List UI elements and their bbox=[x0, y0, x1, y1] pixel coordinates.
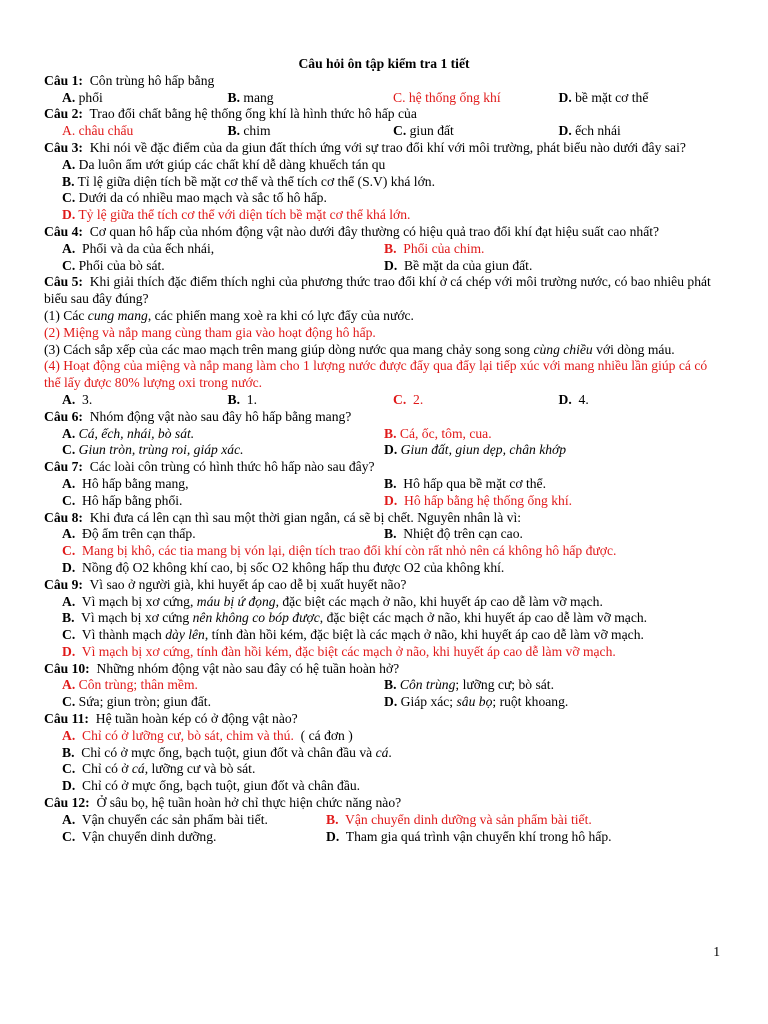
option-b: B. Nhiệt độ trên cạn cao. bbox=[384, 526, 523, 542]
option-a: A. Cá, ếch, nhái, bò sát. bbox=[62, 425, 195, 441]
option-a: A. Hô hấp bằng mang, bbox=[62, 475, 189, 491]
question-3: Câu 3: Khi nói về đặc điểm của da giun đất thích ứng với sự trao đổi khí với môi trường, phát biểu nào dưới đây sai? bbox=[44, 139, 686, 155]
option-b: B. chim bbox=[227, 123, 271, 139]
option-d: D. Giun đất, giun dẹp, chân khớp bbox=[384, 442, 567, 458]
answer-row bbox=[44, 241, 724, 258]
option-c: C. Hô hấp bằng phổi. bbox=[62, 492, 183, 508]
answer-row bbox=[44, 426, 724, 443]
statement-2: (2) Miệng và nắp mang cùng tham gia vào hoạt động hô hấp. bbox=[44, 324, 376, 340]
quiz-page bbox=[44, 56, 724, 845]
statement-4: (4) Hoạt động của miệng và nắp mang làm cho 1 lượng nước được đẩy qua đẩy lại tiếp xúc với mang nhiều lần giúp cá có thể lấy được 80% lượng oxi trong nước. bbox=[44, 358, 708, 391]
question-1 bbox=[44, 73, 724, 90]
option-a-correct: A. Chỉ có ở lưỡng cư, bò sát, chim và thú. ( cá đơn ) bbox=[62, 727, 353, 743]
option-b-correct: B. Vận chuyển dinh dưỡng và sản phẩm bài tiết. bbox=[326, 811, 592, 827]
answer-row bbox=[44, 493, 724, 510]
statement-3: (3) Cách sắp xếp của các mao mạch trên mang giúp dòng nước qua mang chảy song song cùng chiều với dòng máu. bbox=[44, 341, 675, 357]
option-d: D. Bề mặt da của giun đất. bbox=[384, 257, 533, 273]
option-c-correct: C. hệ thống ống khí bbox=[393, 89, 501, 105]
option-b: B. Tỉ lệ giữa diện tích bề mặt cơ thể và thể tích cơ thể (S.V) khá lớn. bbox=[62, 173, 435, 189]
option-b-correct: B. Phổi của chim. bbox=[384, 240, 485, 256]
answer-row bbox=[44, 442, 724, 459]
option-b: B. Vì mạch bị xơ cứng nên không co bóp được, đặc biệt các mạch ở não, khi huyết áp cao dễ làm vỡ mạch. bbox=[62, 610, 648, 626]
option-b: B. Hô hấp qua bề mặt cơ thể. bbox=[384, 475, 546, 491]
option-b: B. Chỉ có ở mực ống, bạch tuột, giun đốt và chân đầu và cá. bbox=[62, 744, 392, 760]
answer-row bbox=[44, 526, 724, 543]
option-c-correct: C. Mang bị khô, các tia mang bị vón lại, diện tích trao đổi khí còn rất nhỏ nên cá không hô hấp được. bbox=[62, 543, 617, 559]
question-5: Câu 5: Khi giải thích đặc điểm thích nghi của phương thức trao đổi khí ở cá chép với môi trường nước, có bao nhiêu phát biểu sau đây đúng? bbox=[44, 274, 711, 307]
option-c: C. Chỉ có ở cá, lưỡng cư và bò sát. bbox=[62, 761, 256, 777]
note: ( cá đơn ) bbox=[300, 727, 353, 743]
option-d: D. 4. bbox=[558, 391, 589, 407]
option-a: A. Độ ẩm trên cạn thấp. bbox=[62, 526, 196, 542]
option-a-correct: A. châu chấu bbox=[62, 123, 134, 139]
statement-1: (1) Các cung mang, các phiến mang xoè ra khi có lực đẩy của nước. bbox=[44, 307, 414, 323]
option-a: A. 3. bbox=[62, 391, 93, 407]
question-12: Câu 12: Ở sâu bọ, hệ tuần hoàn hở chỉ thực hiện chức năng nào? bbox=[44, 795, 402, 811]
option-d: D. Nồng độ O2 không khí cao, bị sốc O2 không hấp thu được O2 của không khí. bbox=[62, 559, 505, 575]
question-9: Câu 9: Vì sao ở người già, khi huyết áp cao dễ bị xuất huyết não? bbox=[44, 576, 407, 592]
question-8: Câu 8: Khi đưa cá lên cạn thì sau một thời gian ngắn, cá sẽ bị chết. Nguyên nhân là vì: bbox=[44, 509, 522, 525]
option-c: C. giun đất bbox=[393, 123, 454, 139]
answer-row bbox=[44, 90, 724, 107]
question-text: Côn trùng hô hấp bằng bbox=[89, 72, 215, 88]
answer-row bbox=[44, 476, 724, 493]
option-b: B. mang bbox=[227, 89, 274, 105]
option-d-correct: D. Vì mạch bị xơ cứng, tính đàn hồi kém, đặc biệt các mạch ở não, khi huyết áp cao dễ làm vỡ mạch. bbox=[62, 643, 616, 659]
option-b: B. 1. bbox=[227, 391, 257, 407]
option-d: D. Tham gia quá trình vận chuyển khí trong hô hấp. bbox=[326, 828, 612, 844]
answer-row bbox=[44, 694, 724, 711]
option-c: C. Dưới da có nhiều mao mạch và sắc tố hô hấp. bbox=[62, 190, 327, 206]
option-b: B. Côn trùng; lưỡng cư; bò sát. bbox=[384, 677, 554, 693]
option-a: A. Phổi và da của ếch nhái, bbox=[62, 240, 215, 256]
option-b-correct: B. Cá, ốc, tôm, cua. bbox=[384, 425, 492, 441]
option-a: A. phổi bbox=[62, 89, 103, 105]
option-d: D. ếch nhái bbox=[558, 123, 621, 139]
option-a-correct: A. Côn trùng; thân mềm. bbox=[62, 677, 198, 693]
page-number: 1 bbox=[713, 944, 720, 959]
answer-row bbox=[44, 812, 724, 829]
question-6: Câu 6: Nhóm động vật nào sau đây hô hấp bằng mang? bbox=[44, 408, 352, 424]
question-7: Câu 7: Các loài côn trùng có hình thức hô hấp nào sau đây? bbox=[44, 459, 375, 475]
option-c: C. Phổi của bò sát. bbox=[62, 257, 165, 273]
question-4: Câu 4: Cơ quan hô hấp của nhóm động vật nào dưới đây thường có hiệu quả trao đổi khí đạt hiệu suất cao nhất? bbox=[44, 223, 660, 239]
question-11: Câu 11: Hệ tuần hoàn kép có ở động vật nào? bbox=[44, 711, 298, 727]
option-c: C. Vì thành mạch dày lên, tính đàn hồi kém, đặc biệt là các mạch ở não, khi huyết áp cao dễ làm vỡ mạch. bbox=[62, 627, 644, 643]
option-a: A. Vận chuyển các sản phẩm bài tiết. bbox=[62, 811, 268, 827]
option-c: C. Sứa; giun tròn; giun đất. bbox=[62, 694, 211, 710]
answer-row bbox=[44, 829, 724, 846]
option-d: D. Giáp xác; sâu bọ; ruột khoang. bbox=[384, 694, 569, 710]
option-c: C. Giun tròn, trùng roi, giáp xác. bbox=[62, 442, 244, 458]
question-2: Câu 2: Trao đổi chất bằng hệ thống ống khí là hình thức hô hấp của bbox=[44, 106, 417, 122]
option-c: C. Vận chuyển dinh dưỡng. bbox=[62, 828, 217, 844]
answer-row bbox=[44, 258, 724, 275]
page-title: Câu hỏi ôn tập kiểm tra 1 tiết bbox=[298, 56, 470, 71]
option-d-correct: D. Hô hấp bằng hệ thống ống khí. bbox=[384, 492, 573, 508]
option-d: D. Chỉ có ở mực ống, bạch tuột, giun đốt và chân đầu. bbox=[62, 778, 361, 794]
option-a: A. Vì mạch bị xơ cứng, máu bị ứ đọng, đặc biệt các mạch ở não, khi huyết áp cao dễ làm vỡ mạch. bbox=[62, 593, 603, 609]
answer-row bbox=[44, 392, 724, 409]
answer-row bbox=[44, 123, 724, 140]
question-number: Câu 1: bbox=[44, 72, 83, 88]
option-d: D. bề mặt cơ thể bbox=[558, 89, 649, 105]
option-a: A. Da luôn ẩm ướt giúp các chất khí dễ dàng khuếch tán qu bbox=[62, 156, 386, 172]
question-10: Câu 10: Những nhóm động vật nào sau đây có hệ tuần hoàn hở? bbox=[44, 660, 400, 676]
option-c-correct: C. 2. bbox=[393, 391, 424, 407]
option-d-correct: D. Tỷ lệ giữa thể tích cơ thể với diện tích bề mặt cơ thể khá lớn. bbox=[62, 207, 411, 223]
answer-row bbox=[44, 677, 724, 694]
